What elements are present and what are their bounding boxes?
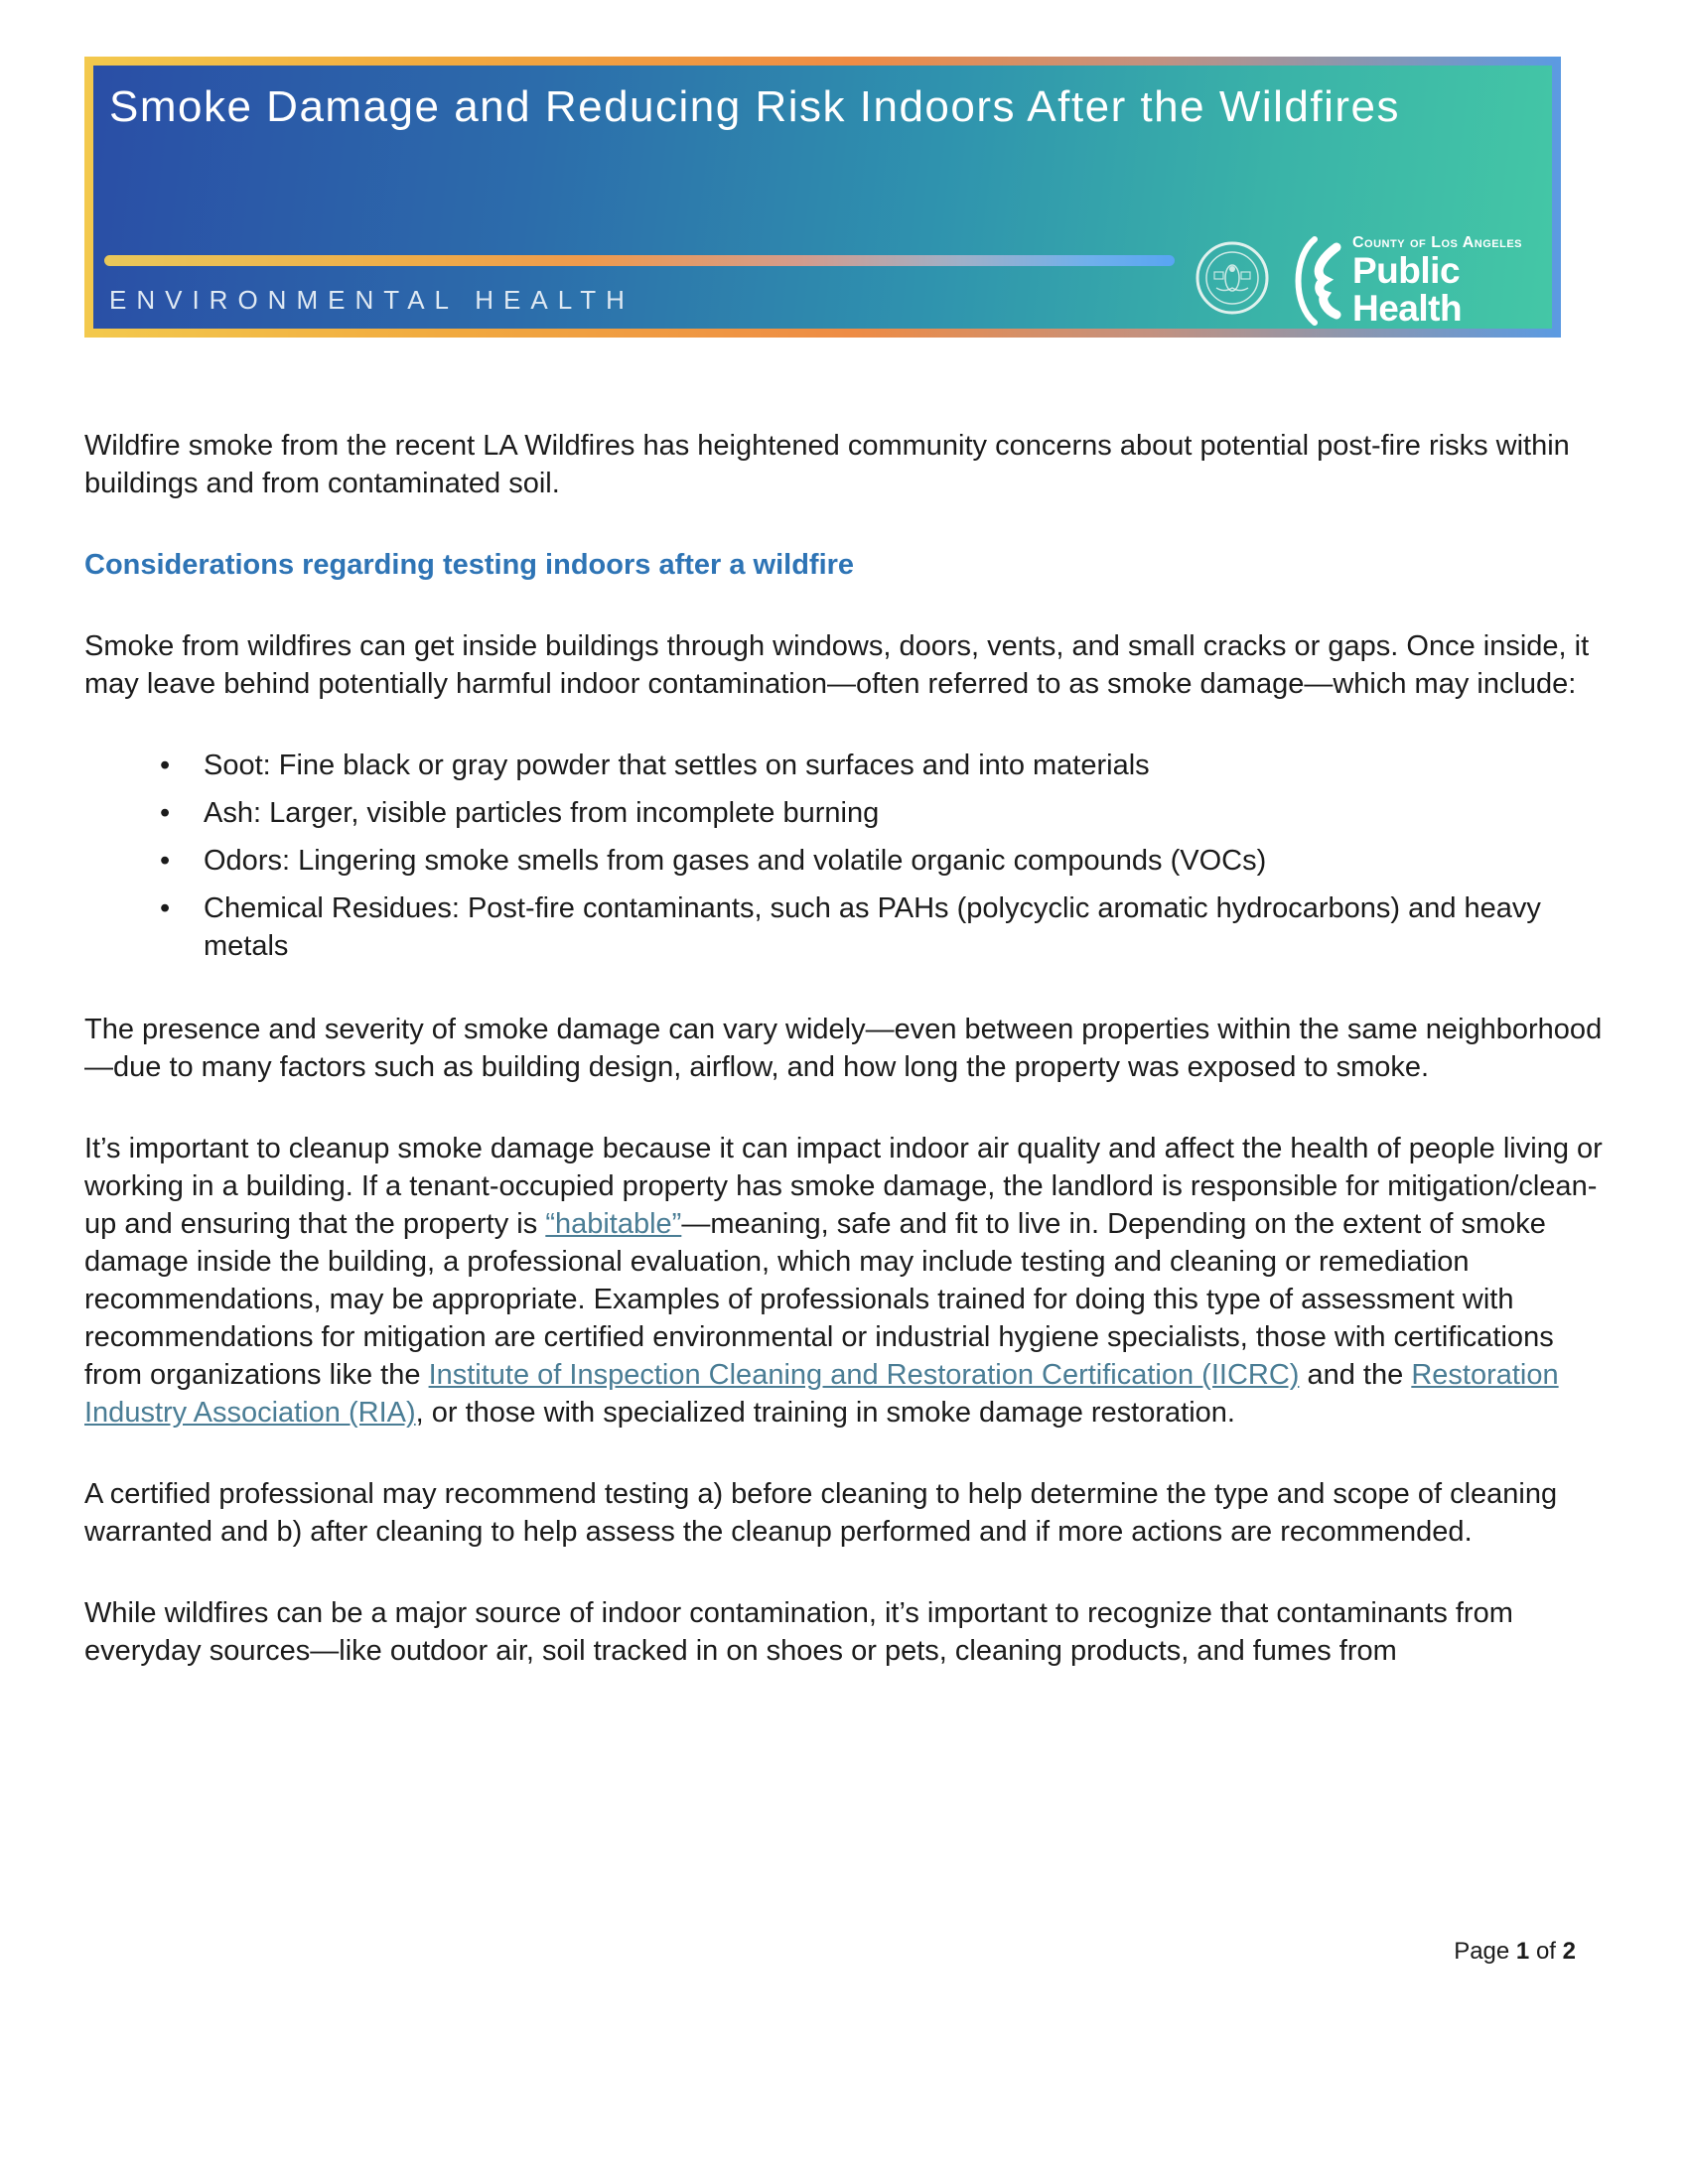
document-body <box>84 427 1606 1713</box>
iicrc-link[interactable]: Institute of Inspection Cleaning and Restoration Certification (IICRC) <box>428 1359 1300 1391</box>
cleanup-text-4: , or those with specialized training in smoke damage restoration. <box>415 1397 1235 1429</box>
current-page: 1 <box>1515 1938 1530 1965</box>
paragraph-smoke-entry: Smoke from wildfires can get inside buildings through windows, doors, vents, and small cracks or gaps. Once inside, it may leave behind potentially harmful indoor contamination—often referred to as smoke damage—which may include: <box>84 630 1590 700</box>
cleanup-text-2: —meaning, safe and fit to live in. Depending on the extent of smoke damage inside the building, a professional evaluation, which may include testing and cleaning or remediation recommendations, may be appropriate. Examples of professionals trained for doing this type of assessment with recommendations for mitigation are certified environmental or industrial hygiene specialists, those with certifications from organizations like the <box>84 1208 1554 1391</box>
cleanup-text-1: It’s important to cleanup smoke damage because it can impact indoor air quality and affect the health of people living or working in a building. If a tenant-occupied property has smoke damage, the landlord is responsible for mitigation/clean-up and ensuring that the property is <box>84 1133 1603 1240</box>
profile-faces-icon <box>1285 235 1346 327</box>
public-health-logo-text <box>1352 234 1552 328</box>
of-word: of <box>1535 1938 1556 1965</box>
paragraph-variability: The presence and severity of smoke damage can vary widely—even between properties within the same neighborhood—due to many factors such as building design, airflow, and how long the property was exposed to smoke. <box>84 1014 1603 1083</box>
la-county-seal-icon <box>1195 240 1270 316</box>
department-name: ENVIRONMENTAL HEALTH <box>109 285 634 315</box>
paragraph-cleanup <box>84 1130 1606 1432</box>
paragraph-testing: A certified professional may recommend testing a) before cleaning to help determine the type and scope of cleaning warranted and b) after cleaning to help assess the cleanup performed and if more actions are recommended. <box>84 1478 1558 1548</box>
banner-title: Smoke Damage and Reducing Risk Indoors After the Wildfires <box>109 82 1401 131</box>
paragraph-everyday-sources: While wildfires can be a major source of indoor contamination, it’s important to recognize that contaminants from everyday sources—like outdoor air, soil tracked in on shoes or pets, cleaning products, and fumes from <box>84 1597 1513 1667</box>
public-health-logo <box>1285 234 1552 328</box>
list-item-odors: • Odors: Lingering smoke smells from gases and volatile organic compounds (VOCs) <box>84 842 1606 880</box>
public-health-label: Public Health <box>1352 250 1463 329</box>
list-item-soot: • Soot: Fine black or gray powder that settles on surfaces and into materials <box>84 747 1606 784</box>
habitable-link[interactable]: “habitable” <box>545 1208 682 1240</box>
banner-divider-line <box>104 255 1175 266</box>
page-number <box>1454 1938 1576 1966</box>
cleanup-text-3: and the <box>1299 1359 1412 1391</box>
list-item-ash: • Ash: Larger, visible particles from incomplete burning <box>84 794 1606 832</box>
paragraph-intro: Wildfire smoke from the recent LA Wildfires has heightened community concerns about potential post-fire risks within buildings and from contaminated soil. <box>84 430 1570 499</box>
header-banner-frame <box>84 57 1561 338</box>
smoke-damage-list <box>84 747 1606 965</box>
page-word: Page <box>1454 1938 1510 1965</box>
header-banner <box>93 66 1552 329</box>
total-pages: 2 <box>1562 1938 1576 1965</box>
ria-link[interactable]: Restoration Industry Association (RIA) <box>84 1359 1559 1429</box>
list-item-chemical-residues: • Chemical Residues: Post-fire contaminants, such as PAHs (polycyclic aromatic hydrocarbons) and heavy metals <box>84 889 1606 965</box>
section-heading: Considerations regarding testing indoors after a wildfire <box>84 549 855 581</box>
county-of-los-angeles-label: County of Los Angeles <box>1352 234 1523 251</box>
